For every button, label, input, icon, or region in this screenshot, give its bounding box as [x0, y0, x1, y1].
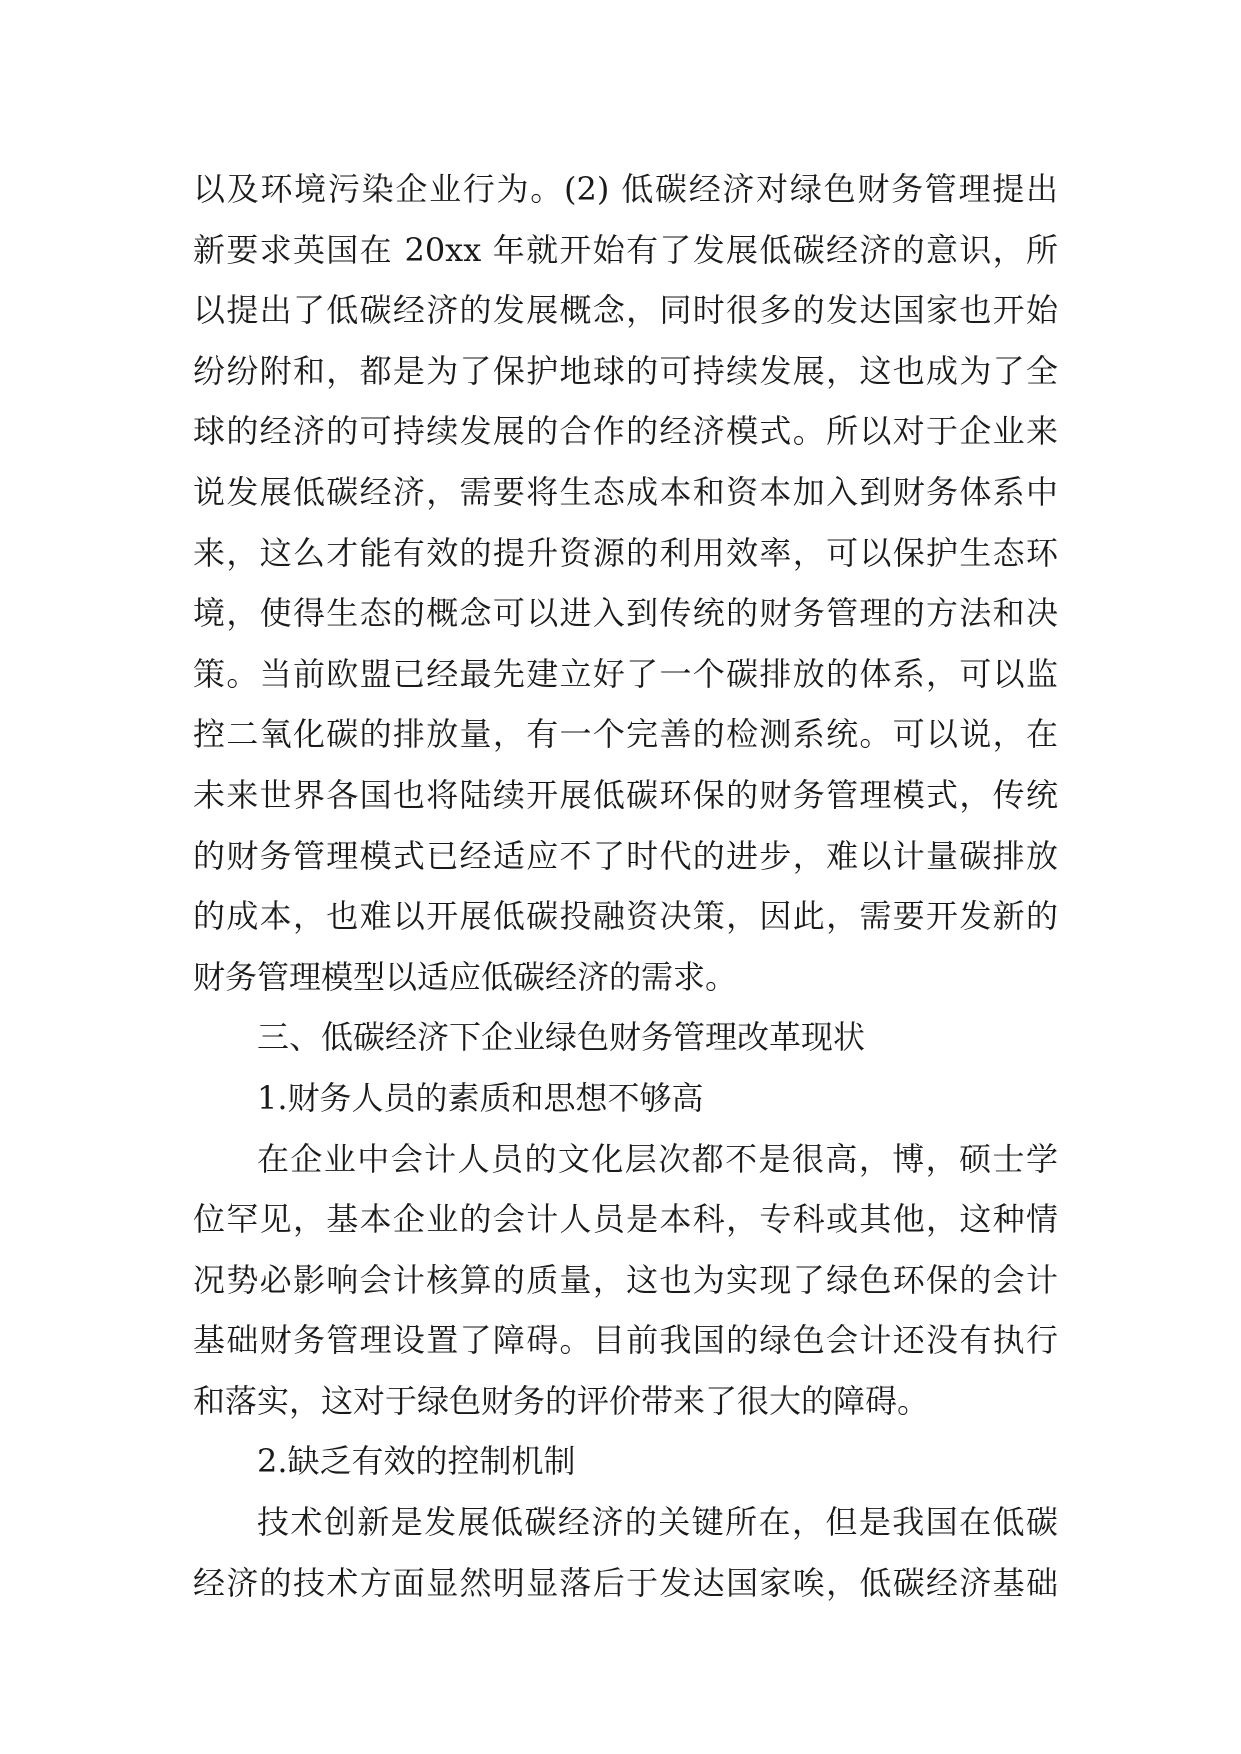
paragraph-line: 位罕见，基本企业的会计人员是本科，专科或其他，这种情 — [193, 1200, 1058, 1239]
paragraph-line: 和落实，这对于绿色财务的评价带来了很大的障碍。 — [193, 1381, 930, 1420]
subsection-heading: 2.缺乏有效的控制机制 — [257, 1442, 576, 1481]
paragraph-line: 况势必影响会计核算的质量，这也为实现了绿色环保的会计 — [193, 1260, 1058, 1299]
document-body — [193, 159, 1058, 1613]
paragraph-line: 财务管理模型以适应低碳经济的需求。 — [193, 957, 738, 996]
paragraph-line: 控二氧化碳的排放量，有一个完善的检测系统。可以说，在 — [193, 715, 1058, 754]
paragraph-line: 以及环境污染企业行为。(2) 低碳经济对绿色财务管理提出 — [193, 170, 1058, 208]
paragraph-line: 以提出了低碳经济的发展概念，同时很多的发达国家也开始 — [193, 291, 1058, 330]
paragraph-line: 纷纷附和，都是为了保护地球的可持续发展，这也成为了全 — [193, 351, 1058, 390]
subsection-heading: 1.财务人员的素质和思想不够高 — [257, 1078, 704, 1117]
paragraph-line: 的成本，也难以开展低碳投融资决策，因此，需要开发新的 — [193, 897, 1058, 936]
paragraph-line: 经济的技术方面显然明显落后于发达国家唉，低碳经济基础 — [193, 1563, 1058, 1602]
paragraph-line: 来，这么才能有效的提升资源的利用效率，可以保护生态环 — [193, 533, 1058, 572]
paragraph-line: 新要求英国在 20xx 年就开始有了发展低碳经济的意识，所 — [193, 230, 1058, 269]
section-heading: 三、低碳经济下企业绿色财务管理改革现状 — [257, 1018, 866, 1057]
paragraph-line: 在企业中会计人员的文化层次都不是很高，博，硕士学 — [257, 1139, 1058, 1178]
paragraph-line: 基础财务管理设置了障碍。目前我国的绿色会计还没有执行 — [193, 1321, 1058, 1360]
paragraph-line: 境，使得生态的概念可以进入到传统的财务管理的方法和决 — [193, 594, 1058, 633]
paragraph-line: 策。当前欧盟已经最先建立好了一个碳排放的体系，可以监 — [193, 654, 1058, 693]
paragraph-line: 技术创新是发展低碳经济的关键所在，但是我国在低碳 — [257, 1503, 1058, 1542]
paragraph-line: 未来世界各国也将陆续开展低碳环保的财务管理模式，传统 — [193, 775, 1058, 814]
paragraph-line: 球的经济的可持续发展的合作的经济模式。所以对于企业来 — [193, 412, 1058, 451]
paragraph-line: 的财务管理模式已经适应不了时代的进步，难以计量碳排放 — [193, 836, 1058, 875]
paragraph-line: 说发展低碳经济，需要将生态成本和资本加入到财务体系中 — [193, 472, 1058, 511]
